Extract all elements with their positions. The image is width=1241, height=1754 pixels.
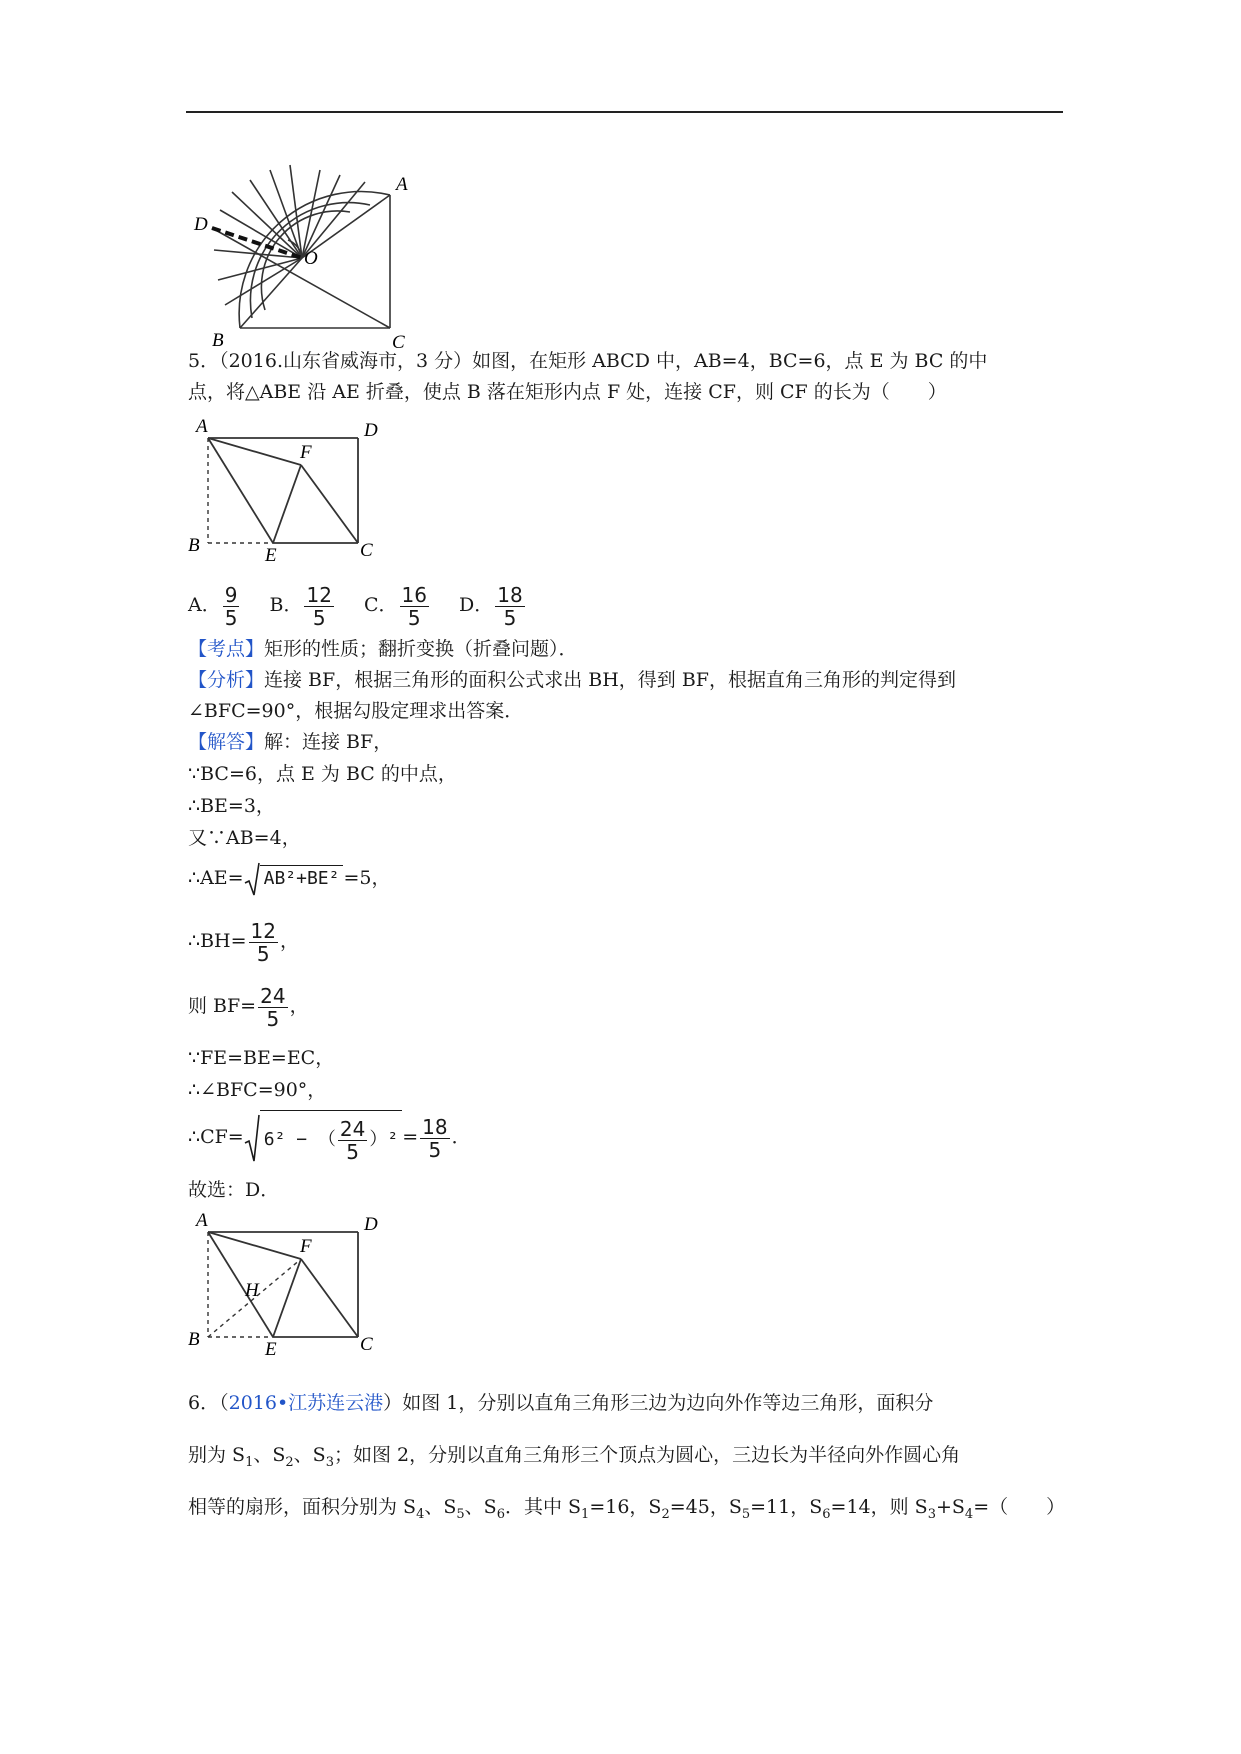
step-5: ∴BH= $\frac{12}{5}$ ，	[188, 918, 300, 966]
protractor-label-D: D	[194, 214, 208, 235]
step-4: ∴AE= AB²+BE² =5，	[188, 858, 390, 899]
kaodian-line: 【考点】矩形的性质；翻折变换（折叠问题）．	[188, 638, 578, 660]
fig2-label-E: E	[265, 1339, 277, 1357]
fig1-label-A: A	[196, 418, 208, 437]
step-6: 则 BF= $\frac{24}{5}$ ，	[188, 983, 309, 1031]
rectangle-fold-figure	[188, 418, 388, 563]
choice-line: 故选：D．	[188, 1179, 280, 1201]
q6-source: 2016•江苏连云港	[228, 1392, 384, 1414]
option-c[interactable]: C． $\frac{16}{5}$	[363, 582, 427, 630]
fig1-label-E: E	[265, 545, 277, 563]
radicand-ae: AB²+BE²	[260, 865, 344, 889]
step-1: ∵BC=6，点 E 为 BC 的中点，	[188, 763, 457, 785]
fig1-label-C: C	[360, 540, 373, 561]
kaodian-tag: 【考点】	[188, 638, 265, 660]
q6-line3: 相等的扇形，面积分别为 $S_4$、$S_5$、$S_6$．其中 $S_1=16$，$S_2=45$，$S_5=11$，$S_6=14$，则 $S_3+S_4=$（ ）	[188, 1496, 1066, 1522]
sqrt-sign-cf	[244, 1113, 260, 1163]
q5-stem-line1: 5．（2016.山东省威海市，3 分）如图，在矩形 ABCD 中，AB=4，BC=6，点 E 为 BC 的中	[188, 350, 988, 372]
protractor-label-A: A	[396, 174, 408, 195]
option-b[interactable]: B． $\frac{12}{5}$	[269, 582, 332, 630]
q6-line1: 6．（2016•江苏连云港）如图 1，分别以直角三角形三边为边向外作等边三角形，面积分	[188, 1392, 934, 1414]
fig1-label-D: D	[364, 420, 378, 441]
protractor-label-O: O	[304, 248, 318, 269]
fenxi-line2: ∠BFC=90°，根据勾股定理求出答案．	[188, 700, 524, 722]
header-rule	[186, 111, 1063, 113]
fig2-label-C: C	[360, 1334, 373, 1355]
q5-stem-line2: 点，将△ABE 沿 AE 折叠，使点 B 落在矩形内点 F 处，连接 CF，则 CF 的长为（ ）	[188, 381, 947, 403]
fig2-label-B: B	[188, 1329, 200, 1350]
option-d[interactable]: D． $\frac{18}{5}$	[459, 582, 523, 630]
sqrt-sign	[244, 861, 260, 897]
fig2-label-F: F	[300, 1236, 312, 1257]
rectangle-fold-figure-with-h	[188, 1212, 388, 1357]
protractor-label-C: C	[392, 332, 405, 350]
fenxi-line1: 【分析】连接 BF，根据三角形的面积公式求出 BH，得到 BF，根据直角三角形的判定得到	[188, 669, 956, 691]
fig2-label-D: D	[364, 1214, 378, 1235]
fig2-label-A: A	[196, 1212, 208, 1231]
fenxi-tag: 【分析】	[188, 669, 265, 691]
q6-line2: 别为 $S_1$、$S_2$、$S_3$；如图 2，分别以直角三角形三个顶点为圆心，三边长为半径向外作圆心角	[188, 1444, 961, 1470]
jieda-line: 【解答】解：连接 BF，	[188, 731, 393, 753]
protractor-figure	[190, 150, 420, 350]
radicand-cf: 6² − （ $\frac{24}{5}$ ）²	[260, 1110, 402, 1166]
jieda-tag: 【解答】	[188, 731, 265, 753]
fig2-label-H: H	[245, 1280, 259, 1301]
step-8: ∴∠BFC=90°，	[188, 1079, 327, 1101]
step-3: 又∵AB=4，	[188, 827, 301, 849]
option-a[interactable]: A． $\frac{9}{5}$	[188, 582, 238, 630]
fig1-label-F: F	[300, 442, 312, 463]
q5-options	[188, 580, 549, 630]
step-2: ∴BE=3，	[188, 795, 275, 817]
fig1-label-B: B	[188, 535, 200, 556]
step-7: ∵FE=BE=EC，	[188, 1047, 335, 1069]
step-9: ∴CF= 6² − （ $\frac{24}{5}$ ）² = $\frac{18}{5}$ ．	[188, 1110, 471, 1166]
protractor-label-B: B	[212, 330, 224, 350]
